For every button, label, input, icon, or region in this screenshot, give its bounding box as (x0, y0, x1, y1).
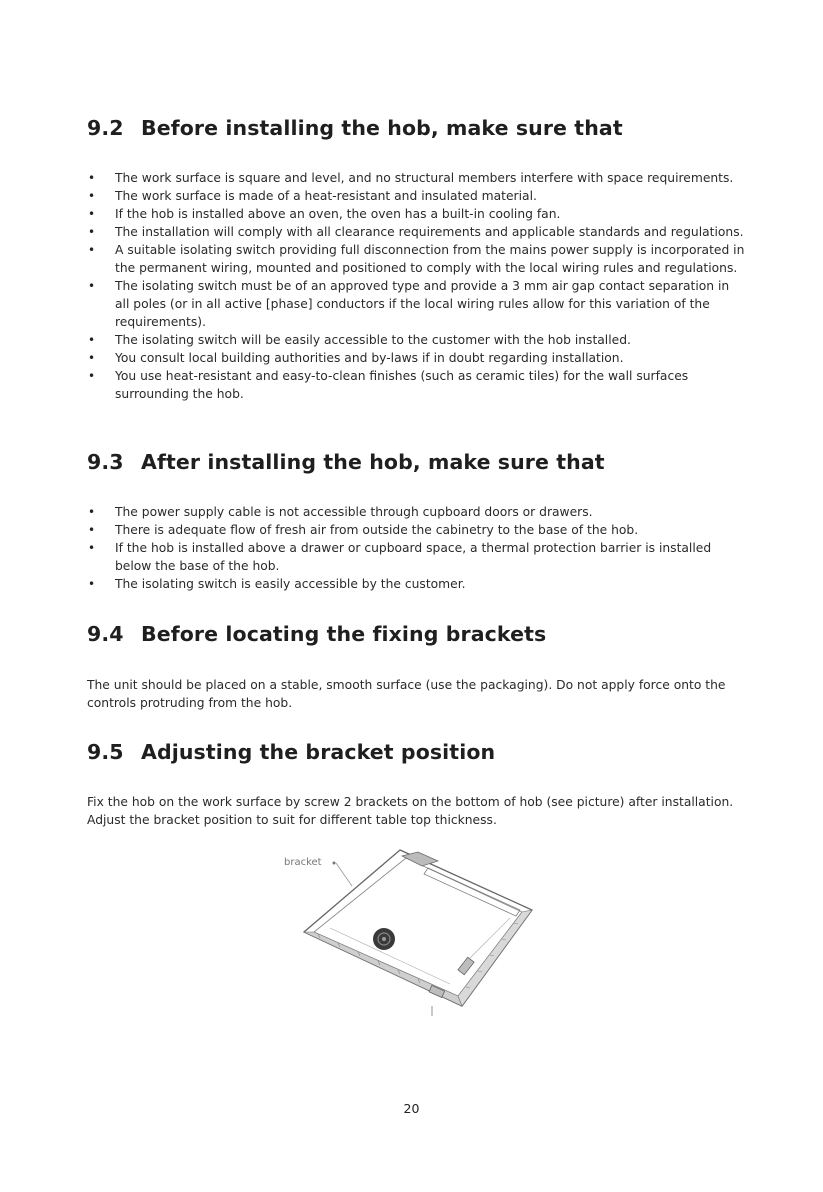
fixing-bracket (458, 957, 474, 975)
section-heading-9-5 (87, 740, 495, 764)
section-paragraph-9-4: The unit should be placed on a stable, smooth surface (use the packaging). Do not apply force onto the controls protruding from the hob. (87, 678, 726, 710)
list-item: • The work surface is made of a heat-resistant and insulated material. (87, 187, 747, 205)
list-item: • The isolating switch must be of an approved type and provide a 3 mm air gap contact separation in all poles (or in all active [phase] conductors if the local wiring rules allow for this variation of the requirements). (87, 277, 747, 331)
section-title: Before installing the hob, make sure that (141, 116, 623, 140)
section-number: 9.2 (87, 116, 124, 140)
fan-hub (382, 937, 386, 941)
list-item: • If the hob is installed above a drawer or cupboard space, a thermal protection barrier is installed below the base of the hob. (87, 539, 747, 575)
top-vent-block (402, 852, 438, 866)
section-title: Adjusting the bracket position (141, 740, 496, 764)
section-number: 9.4 (87, 622, 124, 646)
section-heading-9-2 (87, 116, 623, 140)
label-leader-line (336, 863, 352, 886)
list-item: • There is adequate flow of fresh air from outside the cabinetry to the base of the hob. (87, 521, 747, 539)
requirements-list-9-3 (87, 503, 747, 593)
label-dot (333, 862, 336, 865)
section-number: 9.5 (87, 740, 124, 764)
section-number: 9.3 (87, 450, 124, 474)
list-item: • The installation will comply with all clearance requirements and applicable standards and regulations. (87, 223, 747, 241)
section-heading-9-4 (87, 622, 546, 646)
list-item: • If the hob is installed above an oven, the oven has a built-in cooling fan. (87, 205, 747, 223)
section-paragraph-9-5: Fix the hob on the work surface by screw 2 brackets on the bottom of hob (see picture) after installation. Adjust the bracket position to suit for different table top thickness. (87, 795, 734, 827)
top-rail (424, 868, 520, 916)
section-heading-9-3 (87, 450, 605, 474)
section-title: After installing the hob, make sure that (141, 450, 605, 474)
page-number: 20 (403, 1101, 420, 1116)
list-item: • The power supply cable is not accessible through cupboard doors or drawers. (87, 503, 747, 521)
list-item: • You use heat-resistant and easy-to-clean finishes (such as ceramic tiles) for the wall surfaces surrounding the hob. (87, 367, 747, 403)
hob-inner-frame (314, 858, 522, 996)
requirements-list-9-2 (87, 169, 747, 403)
section-title: Before locating the fixing brackets (141, 622, 547, 646)
bracket-label: bracket (284, 857, 322, 868)
hob-diagram (270, 838, 560, 1018)
list-item: • The isolating switch is easily accessible by the customer. (87, 575, 747, 593)
hob-bracket-figure (270, 838, 560, 1018)
list-item: • A suitable isolating switch providing full disconnection from the mains power supply is incorporated in the permanent wiring, mounted and positioned to comply with the local wiring rules and regulations. (87, 241, 747, 277)
list-item: • The work surface is square and level, and no structural members interfere with space requirements. (87, 169, 747, 187)
list-item: • The isolating switch will be easily accessible to the customer with the hob installed. (87, 331, 747, 349)
list-item: • You consult local building authorities and by-laws if in doubt regarding installation. (87, 349, 747, 367)
